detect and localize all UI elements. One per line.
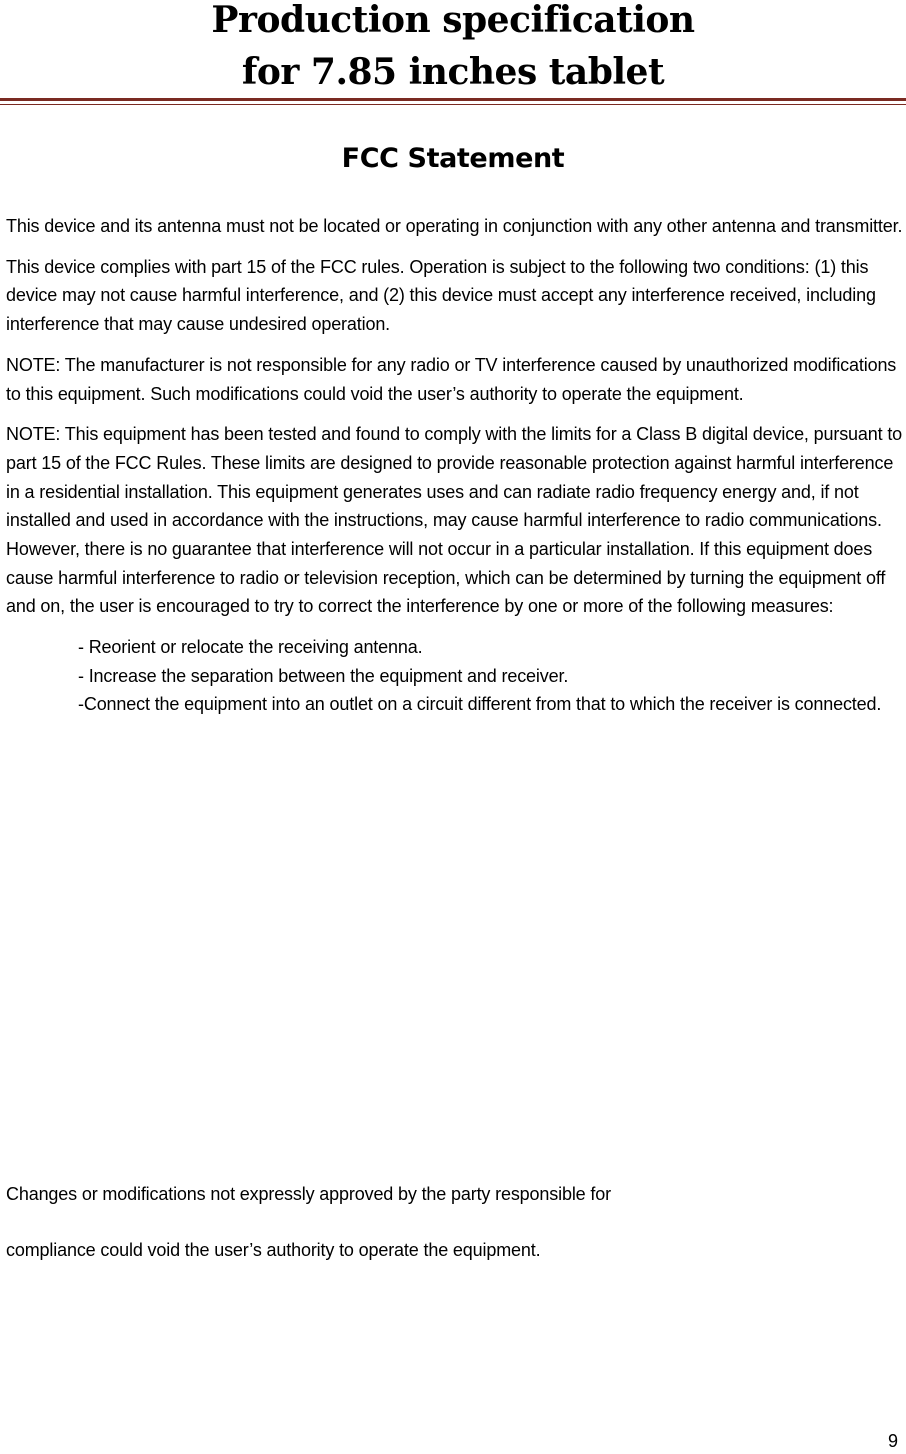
statement-body <box>6 212 904 719</box>
measure-item: - Increase the separation between the equipment and receiver. <box>78 665 569 686</box>
title-line-2: for 7.85 inches tablet <box>241 51 665 93</box>
paragraph-class-b-note: NOTE: This equipment has been tested and found to comply with the limits for a Class B digital device, pursuant to part 15 of the FCC Rules. These limits are designed to provide reasonable protection against harmful interference in a residential installation. This equipment generates uses and can radiate radio frequency energy and, if not installed and used in accordance with the instructions, may cause harmful interference to radio communications. However, there is no guarantee that interference will not occur in a particular installation. If this equipment does cause harmful interference to radio or television reception, which can be determined by turning the equipment off and on, the user is encouraged to try to correct the interference by one or more of the following measures: <box>6 424 903 617</box>
paragraph-part15-compliance: This device complies with part 15 of the FCC rules. Operation is subject to the following two conditions: (1) this device may not cause harmful interference, and (2) this device must accept any interference received, including interference that may cause undesired operation. <box>6 256 876 335</box>
header-divider-thin <box>0 104 906 105</box>
document-title <box>0 0 906 92</box>
paragraph-manufacturer-note: NOTE: The manufacturer is not responsible for any radio or TV interference caused by unauthorized modifications to this equipment. Such modifications could void the user’s authority to operate the equipment. <box>6 354 897 404</box>
measures-list <box>78 633 904 719</box>
section-heading: FCC Statement <box>341 143 565 174</box>
closing-line-1: Changes or modifications not expressly approved by the party responsible for <box>6 1184 611 1204</box>
measure-item: - Reorient or relocate the receiving antenna. <box>78 637 423 658</box>
paragraph-antenna: This device and its antenna must not be located or operating in conjunction with any other antenna and transmitter. <box>6 216 903 236</box>
measure-item: -Connect the equipment into an outlet on a circuit different from that to which the receiver is connected. <box>78 694 882 715</box>
page-number: 9 <box>887 1431 898 1451</box>
title-line-1: Production specification <box>211 0 695 41</box>
header-divider-thick <box>0 98 906 101</box>
closing-line-2: compliance could void the user’s authority to operate the equipment. <box>6 1240 541 1260</box>
